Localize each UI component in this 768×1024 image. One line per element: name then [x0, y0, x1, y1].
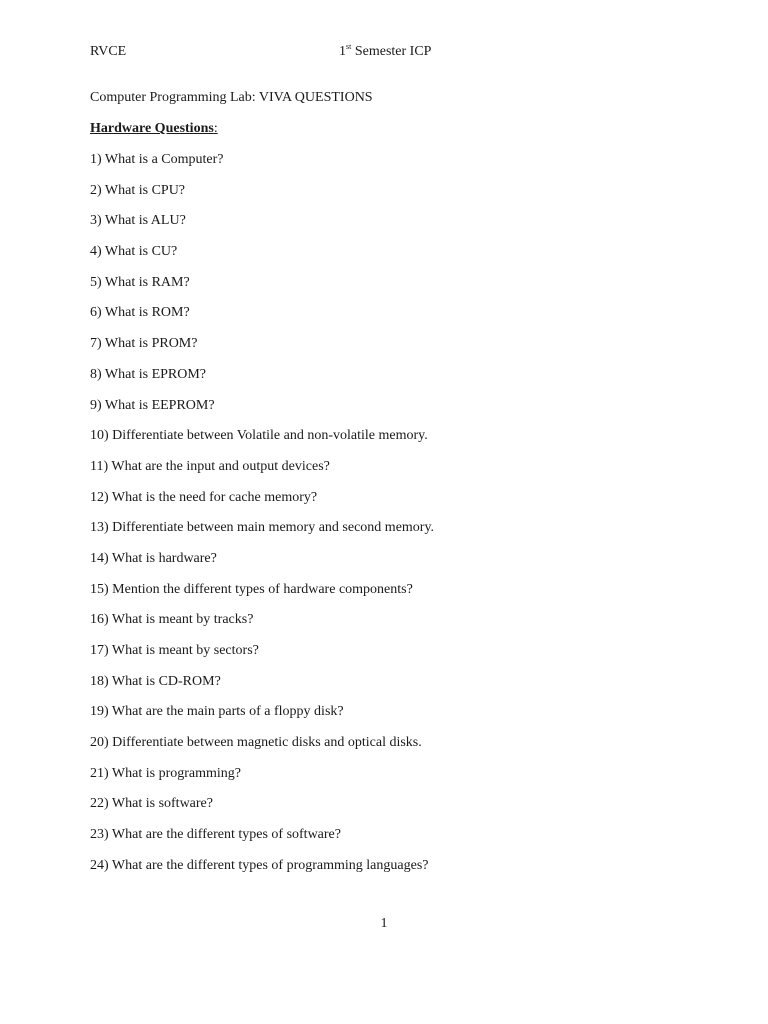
question-item: 11) What are the input and output devices?	[90, 458, 330, 474]
question-item: 1) What is a Computer?	[90, 152, 224, 167]
question-item: 9) What is EEPROM?	[90, 397, 215, 413]
semester-number: 1	[339, 44, 346, 59]
header-institution: RVCE	[90, 44, 127, 59]
semester-suffix: st	[346, 42, 352, 51]
question-item: 18) What is CD-ROM?	[90, 673, 221, 689]
question-item: 24) What are the different types of programming languages?	[90, 857, 429, 873]
question-item: 20) Differentiate between magnetic disks and optical disks.	[90, 735, 422, 751]
page-number	[0, 916, 768, 932]
question-item: 4) What is CU?	[90, 244, 178, 260]
question-item: 6) What is ROM?	[90, 305, 190, 321]
question-item: 23) What are the different types of software?	[90, 827, 341, 843]
semester-label: Semester ICP	[351, 44, 432, 59]
document-title: Computer Programming Lab: VIVA QUESTIONS	[90, 90, 373, 105]
question-item: 14) What is hardware?	[90, 550, 217, 566]
section-heading-colon: :	[213, 121, 218, 136]
question-item: 7) What is PROM?	[90, 336, 198, 352]
question-item: 2) What is CPU?	[90, 182, 186, 198]
question-item: 19) What are the main parts of a floppy disk?	[90, 704, 344, 720]
question-item: 5) What is RAM?	[90, 274, 190, 290]
question-item: 15) Mention the different types of hardware components?	[90, 581, 413, 597]
question-list	[90, 152, 434, 889]
question-item: 17) What is meant by sectors?	[90, 643, 259, 658]
question-item: 8) What is EPROM?	[90, 366, 207, 382]
question-item: 22) What is software?	[90, 796, 213, 812]
question-item: 21) What is programming?	[90, 765, 241, 781]
page-number-text: 1	[380, 916, 388, 931]
question-item: 16) What is meant by tracks?	[90, 612, 254, 628]
question-item: 3) What is ALU?	[90, 213, 186, 229]
question-item: 12) What is the need for cache memory?	[90, 489, 318, 505]
section-heading	[90, 121, 218, 137]
section-heading-text: Hardware Questions	[90, 121, 214, 136]
question-item: 10) Differentiate between Volatile and non-volatile memory.	[90, 428, 428, 444]
question-item: 13) Differentiate between main memory and second memory.	[90, 520, 435, 536]
header-semester	[339, 44, 431, 60]
